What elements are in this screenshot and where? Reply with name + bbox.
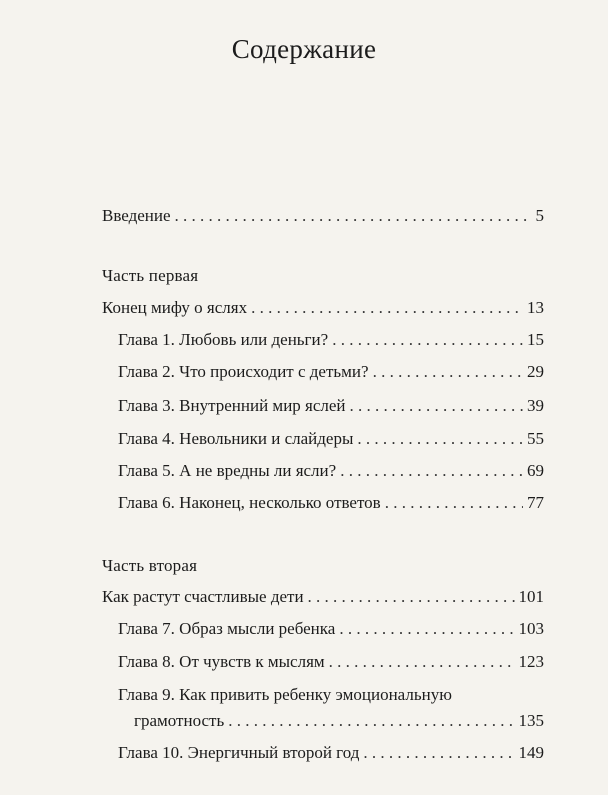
toc-entry-page: 149 [518,743,544,762]
toc-entry-label: Глава 5. А не вредны ли ясли? [118,461,337,480]
toc-entry-label: Как растут счастливые дети [102,587,304,606]
toc-dot-leader [350,396,523,416]
toc-entry-chapter[interactable] [118,652,544,672]
toc-entry-intro[interactable] [102,206,544,226]
toc-dot-leader [385,493,523,513]
toc-entry-chapter[interactable] [118,362,544,382]
toc-entry-page: 15 [527,330,544,349]
toc-entry-section[interactable] [102,298,544,318]
toc-entry-page: 13 [527,298,544,317]
toc-entry-page: 123 [518,652,544,671]
toc-entry-label: Глава 3. Внутренний мир яслей [118,396,346,415]
toc-dot-leader [357,429,523,449]
toc-entry-label-first-line[interactable]: Глава 9. Как привить ребенку эмоциональную [118,685,452,704]
toc-dot-leader [373,362,523,382]
toc-entry-page: 77 [527,493,544,512]
toc-entry-section[interactable] [102,587,544,607]
toc-entry-chapter[interactable] [134,711,544,731]
toc-entry-label: Глава 1. Любовь или деньги? [118,330,329,349]
toc-entry-label: Глава 6. Наконец, несколько ответов [118,493,381,512]
toc-entry-chapter[interactable] [118,461,544,481]
toc-entry-page: 103 [518,619,544,638]
toc-dot-leader [339,619,514,639]
toc-dot-leader [363,743,514,763]
toc-entry-page: 39 [527,396,544,415]
toc-entry-page: 5 [535,206,544,225]
toc-dot-leader [251,298,523,318]
toc-dot-leader [329,652,515,672]
toc-entry-label: Глава 2. Что происходит с детьми? [118,362,369,381]
toc-dot-leader [308,587,515,607]
toc-entry-chapter[interactable] [118,396,544,416]
toc-entry-label: Введение [102,206,171,225]
part-heading: Часть первая [102,266,199,285]
toc-entry-page: 55 [527,429,544,448]
toc-entry-page: 135 [518,711,544,730]
toc-entry-label: Конец мифу о яслях [102,298,248,317]
toc-entry-label: Глава 10. Энергичный второй год [118,743,360,762]
toc-entry-page: 101 [518,587,544,606]
toc-entry-label: Глава 8. От чувств к мыслям [118,652,325,671]
toc-dot-leader [332,330,523,350]
toc-entry-label: Глава 7. Образ мысли ребенка [118,619,336,638]
toc-entry-chapter[interactable] [118,493,544,513]
toc-dot-leader [175,206,532,226]
toc-entry-chapter[interactable] [118,429,544,449]
part-heading: Часть вторая [102,556,198,575]
toc-entry-label: Глава 4. Невольники и слайдеры [118,429,354,448]
toc-entry-chapter[interactable] [118,330,544,350]
toc-dot-leader [228,711,514,731]
toc-entry-page: 29 [527,362,544,381]
toc-entry-chapter[interactable] [118,743,544,763]
toc-entry-chapter[interactable] [118,619,544,639]
page-title: Содержание [231,34,377,64]
toc-entry-label: грамотность [134,711,225,730]
toc-dot-leader [340,461,523,481]
toc-entry-page: 69 [527,461,544,480]
